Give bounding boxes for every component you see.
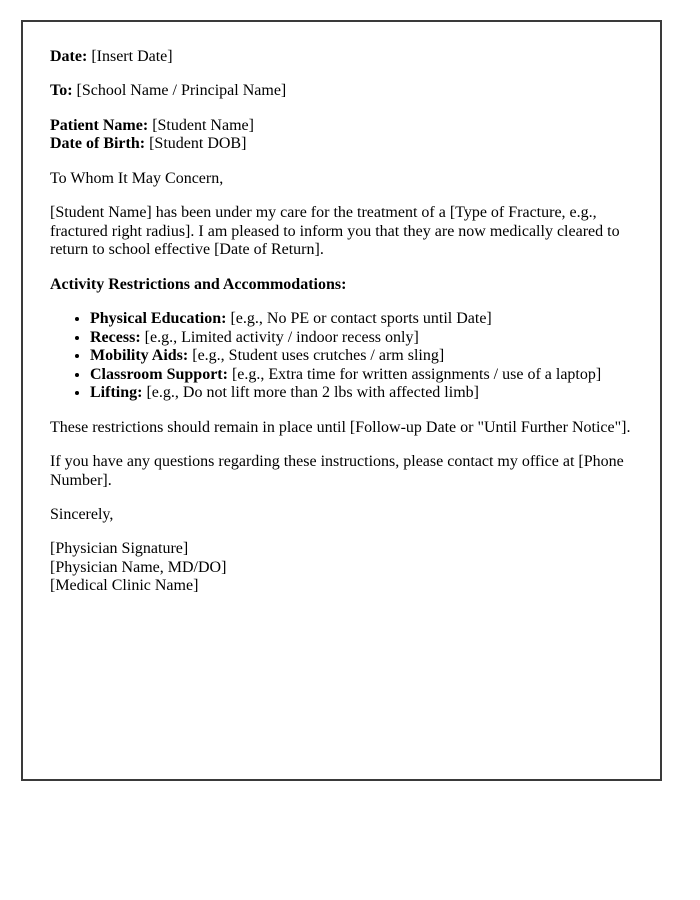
restriction-value: [e.g., Extra time for written assignments / use of a laptop] (231, 365, 602, 383)
dob-line (50, 135, 636, 153)
letter-page (21, 20, 662, 781)
salutation: To Whom It May Concern, (50, 169, 224, 187)
physician-name: [Physician Name, MD/DO] (50, 558, 227, 576)
restriction-item-lifting (90, 384, 636, 402)
closing: Sincerely, (50, 505, 114, 523)
restriction-label: Lifting: (90, 384, 143, 402)
restriction-item-classroom-support (90, 366, 636, 384)
signature-block (50, 540, 636, 595)
date-value: [Insert Date] (91, 48, 173, 65)
restriction-label: Recess: (90, 328, 141, 346)
restriction-value: [e.g., No PE or contact sports until Date] (230, 310, 492, 328)
patient-name-label: Patient Name: (50, 116, 149, 134)
patient-name-line (50, 117, 636, 135)
restriction-label: Physical Education: (90, 310, 227, 328)
patient-name-value: [Student Name] (152, 116, 254, 134)
duration-note: These restrictions should remain in place until [Follow-up Date or "Until Further Notice"]. (50, 418, 631, 436)
dob-label: Date of Birth: (50, 135, 146, 153)
restriction-value: [e.g., Student uses crutches / arm sling] (192, 347, 445, 365)
restrictions-heading: Activity Restrictions and Accommodations: (50, 275, 347, 293)
body-paragraph: [Student Name] has been under my care for the treatment of a [Type of Fracture, e.g., fractured right radius]. I am pleased to inform you that they are now medically cleared to return to school effective [Date of Return]. (50, 204, 620, 259)
patient-info-block (50, 117, 636, 154)
restriction-item-physical-education (90, 310, 636, 328)
restrictions-list (50, 310, 636, 402)
clinic-name: [Medical Clinic Name] (50, 577, 199, 595)
date-label: Date: (50, 48, 88, 65)
restriction-value: [e.g., Do not lift more than 2 lbs with affected limb] (146, 384, 479, 402)
to-label: To: (50, 82, 73, 100)
physician-signature: [Physician Signature] (50, 540, 189, 558)
restriction-value: [e.g., Limited activity / indoor recess only] (144, 328, 419, 346)
date-line (50, 48, 636, 66)
contact-note: If you have any questions regarding these instructions, please contact my office at [Phone Number]. (50, 453, 624, 489)
to-value: [School Name / Principal Name] (76, 82, 287, 100)
restriction-item-mobility-aids (90, 347, 636, 365)
restriction-label: Mobility Aids: (90, 347, 189, 365)
restriction-label: Classroom Support: (90, 365, 228, 383)
restriction-item-recess (90, 329, 636, 347)
dob-value: [Student DOB] (149, 135, 247, 153)
to-line (50, 82, 636, 100)
